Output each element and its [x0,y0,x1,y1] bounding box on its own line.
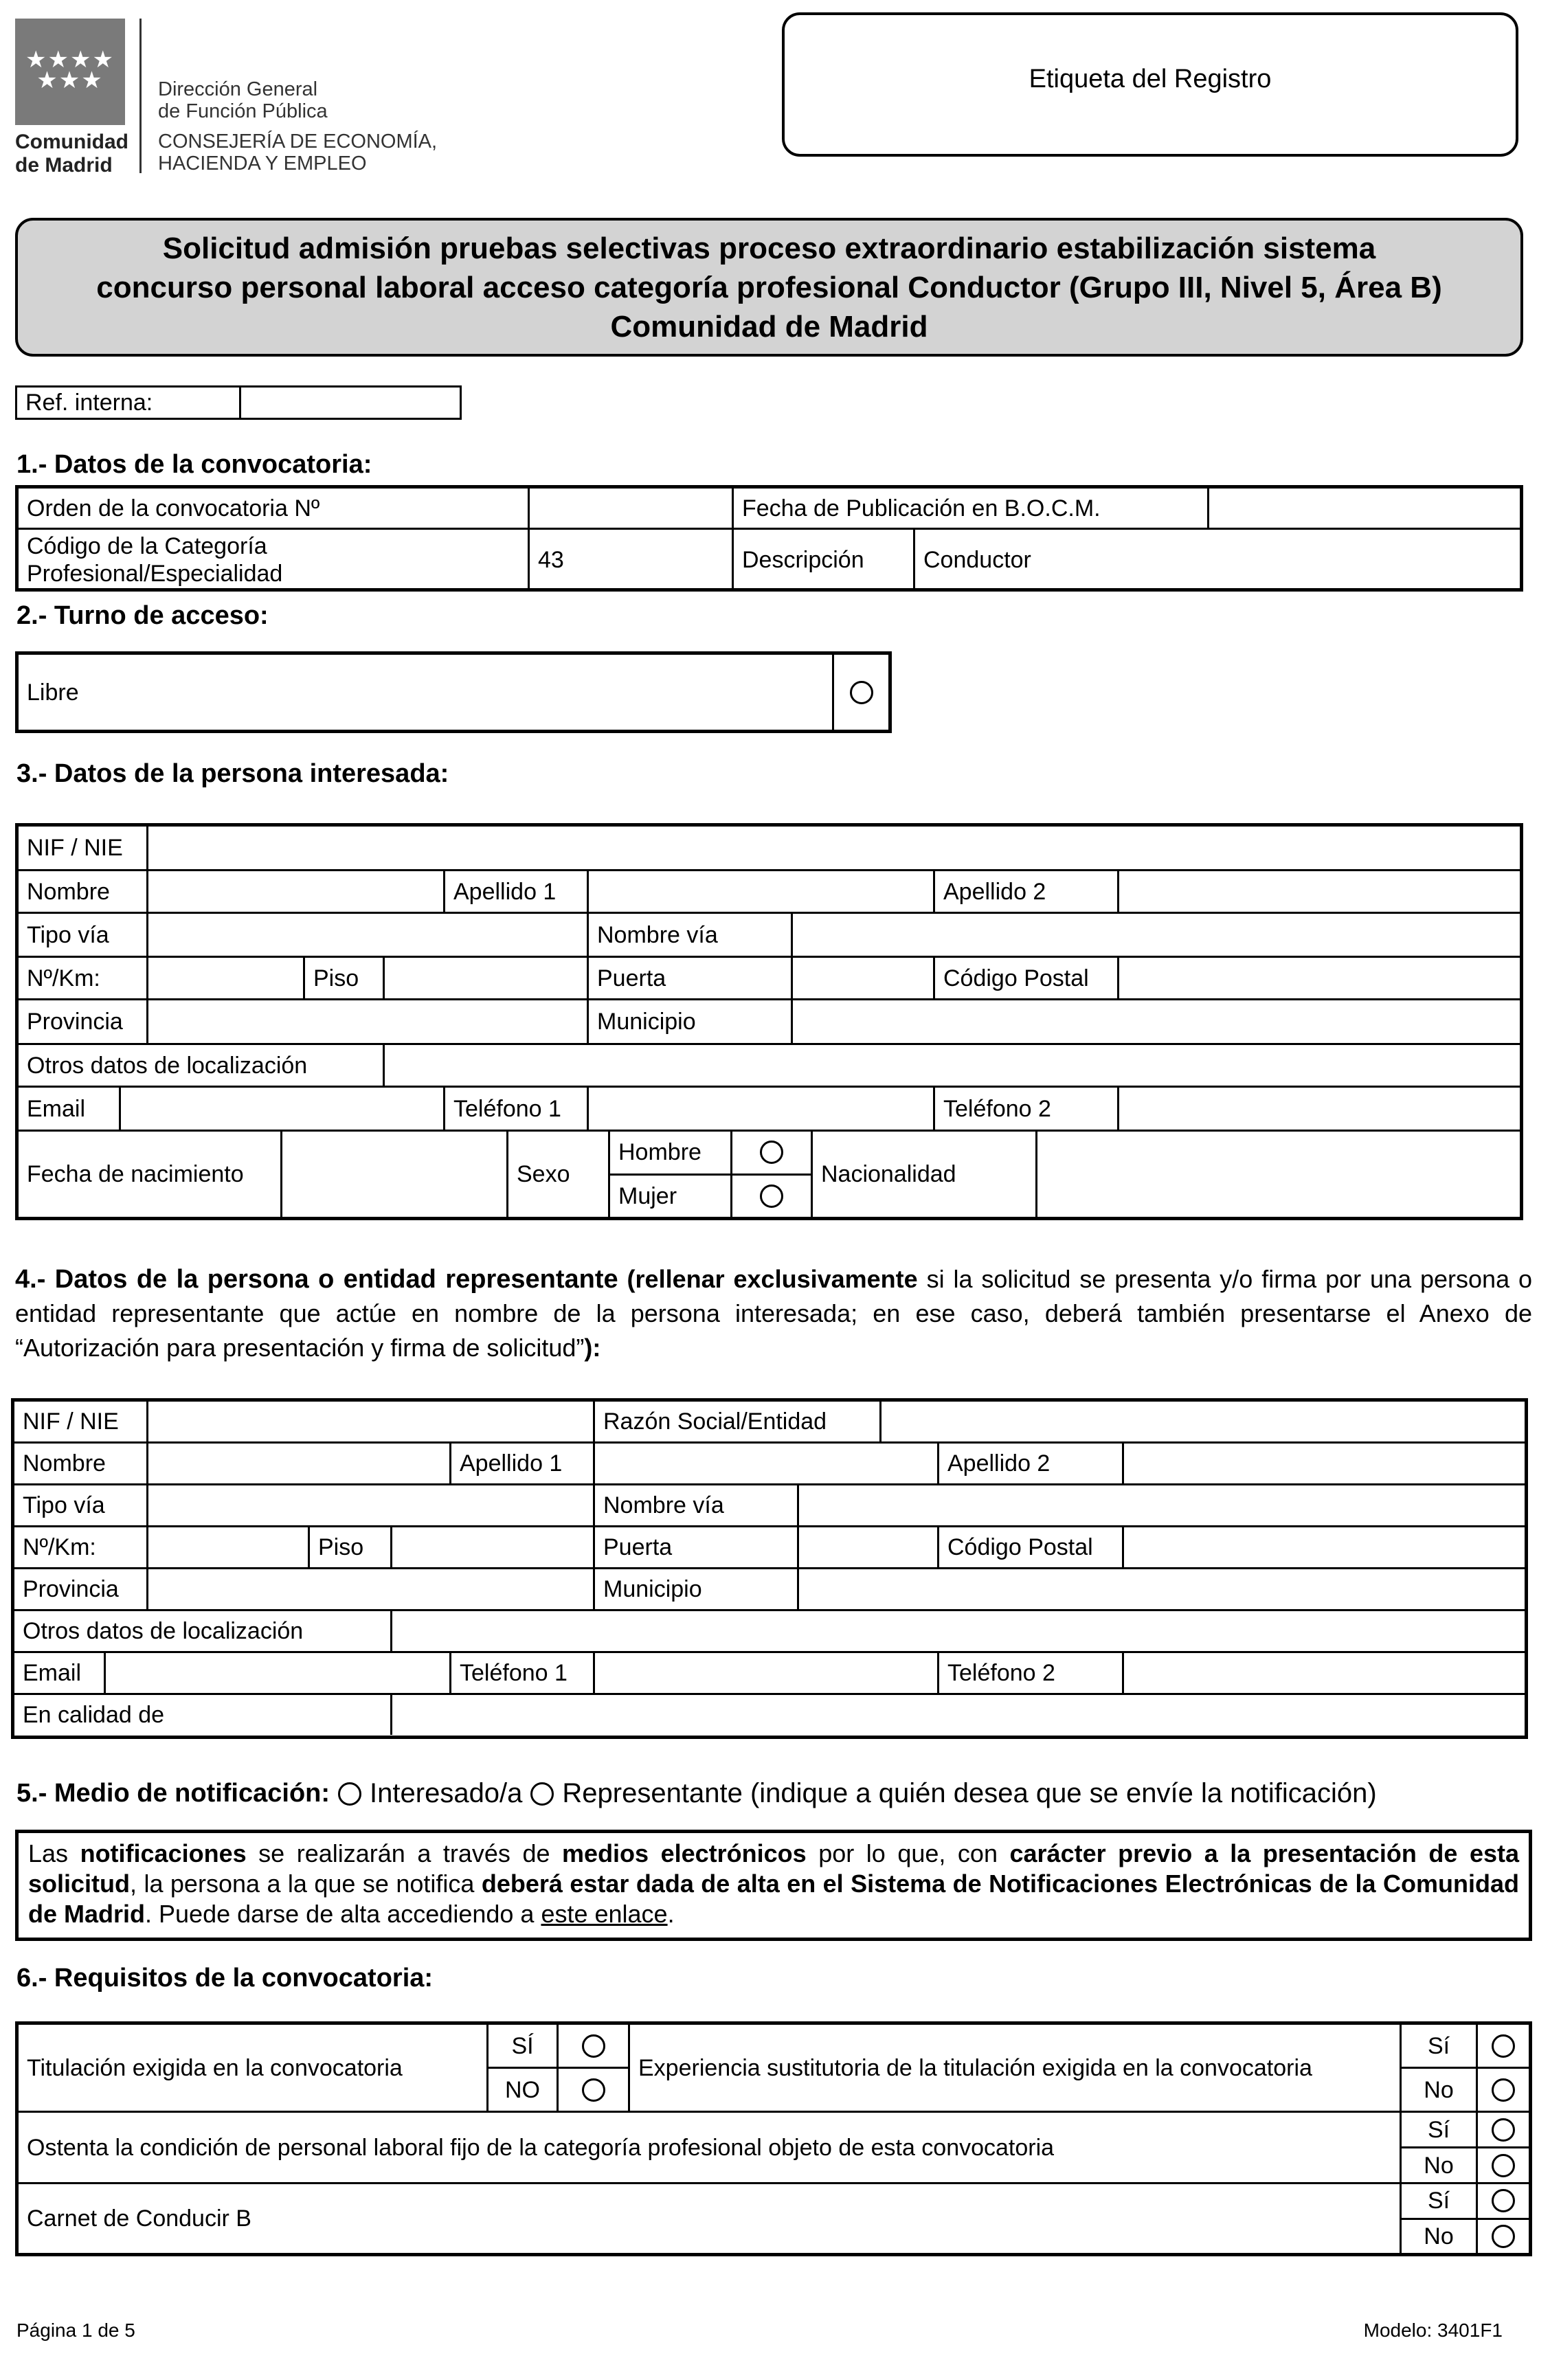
rep-apellido1-input[interactable] [595,1444,939,1483]
rep-piso-input[interactable] [392,1527,595,1567]
section-3-heading: 3.- Datos de la persona interesada: [16,759,449,788]
experiencia-si-radio[interactable] [1478,2025,1529,2067]
notification-notice: Las notificaciones se realizarán a través de medios electrónicos por lo que, con carácter previo a la presentación de esta solicitud, la persona a la que se notifica deberá estar dada de alta en el Sistema de Notificaciones Electrónicas de la Comunidad de Madrid. Puede darse de alta accediendo a este enlace. [15,1830,1532,1941]
rep-nif-input[interactable] [148,1402,595,1441]
fecha-input[interactable] [1209,489,1520,528]
rep-cp-input[interactable] [1124,1527,1525,1567]
cp-input[interactable] [1119,958,1520,998]
rep-provincia-input[interactable] [148,1569,595,1609]
rep-municipio-input[interactable] [799,1569,1525,1609]
piso-input[interactable] [385,958,589,998]
rep-calidad-input[interactable] [392,1695,1525,1735]
divider [139,19,142,173]
requisitos-table: Titulación exigida en la convocatoria SÍ NO Experiencia sustitutoria de la titulación exigida en la convocatoria Sí No Ostenta la condición de personal laboral fijo de la categoría profesional objeto de esta convocatoria Sí No Carnet de Conducir B Sí No [15,2021,1532,2256]
rep-tipo-via-input[interactable] [148,1485,595,1525]
consejeria-name: CONSEJERÍA DE ECONOMÍA, HACIENDA Y EMPLEO [158,131,438,175]
rep-puerta-input[interactable] [799,1527,939,1567]
section-1-heading: 1.- Datos de la convocatoria: [16,450,372,479]
convocatoria-table: Orden de la convocatoria Nº Fecha de Publicación en B.O.C.M. Código de la Categoría Profesional/Especialidad 43 Descripción Conductor [15,485,1523,592]
page-number: Página 1 de 5 [16,2320,135,2341]
ostenta-no-radio[interactable] [1478,2148,1529,2182]
logo-emblem: ★★★★ ★★★ [15,19,125,125]
interesado-radio[interactable] [338,1782,361,1806]
titulacion-si-radio[interactable] [559,2025,628,2067]
email-input[interactable] [121,1088,445,1130]
ref-interna-input[interactable] [241,388,460,418]
rep-email-input[interactable] [106,1653,451,1693]
section-5: 5.- Medio de notificación: Interesado/a Representante (indique a quién desea que se envíe la notificación) [16,1778,1377,1808]
nombre-via-input[interactable] [793,914,1520,956]
telefono1-input[interactable] [589,1088,935,1130]
apellido1-input[interactable] [589,871,935,912]
libre-radio[interactable] [834,655,888,730]
turno-table: Libre [15,651,892,733]
representante-table: NIF / NIE Razón Social/Entidad Nombre Apellido 1 Apellido 2 Tipo vía Nombre vía Nº/Km: Piso Puerta Código Postal Provincia Municipio Otros datos de localización Email Teléfono 1 Teléfono 2 En calidad de [11,1398,1528,1739]
razon-input[interactable] [881,1402,1525,1441]
rep-num-input[interactable] [148,1527,310,1567]
rep-nombre-via-input[interactable] [799,1485,1525,1525]
telefono2-input[interactable] [1119,1088,1520,1130]
representante-radio[interactable] [530,1782,554,1806]
rep-otros-input[interactable] [392,1611,1525,1651]
nif-input[interactable] [148,827,1520,869]
ostenta-si-radio[interactable] [1478,2113,1529,2146]
titulacion-no-radio[interactable] [559,2069,628,2111]
ref-interna: Ref. interna: [15,385,462,420]
descripcion-value[interactable]: Conductor [923,546,1031,573]
rep-telefono1-input[interactable] [595,1653,939,1693]
registro-box: Etiqueta del Registro [782,12,1518,157]
nombre-input[interactable] [148,871,445,912]
logo-text: Comunidad de Madrid [15,131,128,177]
municipio-input[interactable] [793,1000,1520,1043]
alta-link[interactable]: este enlace [541,1900,668,1928]
fecha-nac-input[interactable] [282,1132,508,1217]
codigo-value[interactable]: 43 [530,530,734,590]
apellido2-input[interactable] [1119,871,1520,912]
department-name: Dirección General de Función Pública [158,78,328,122]
puerta-input[interactable] [793,958,935,998]
rep-nombre-input[interactable] [148,1444,451,1483]
modelo-code: Modelo: 3401F1 [1363,2320,1503,2341]
interesada-table: NIF / NIE Nombre Apellido 1 Apellido 2 Tipo vía Nombre vía Nº/Km: Piso Puerta Código Postal Provincia Municipio Otros datos de localización Email Teléfono 1 Teléfono 2 Fecha de nacimiento Sexo Hombre Mujer Nacionalidad [15,823,1523,1220]
nacionalidad-input[interactable] [1037,1132,1520,1217]
section-4-heading: 4.- Datos de la persona o entidad representante (rellenar exclusivamente si la solicitud se presenta y/o firma por una persona o entidad representante que actúe en nombre de la persona interesada; en ese caso, deberá también presentarse el Anexo de “Autorización para presentación y firma de solicitud”): [15,1265,1533,1362]
section-2-heading: 2.- Turno de acceso: [16,601,269,630]
otros-input[interactable] [385,1045,1520,1086]
rep-apellido2-input[interactable] [1124,1444,1525,1483]
num-input[interactable] [148,958,305,998]
rep-telefono2-input[interactable] [1124,1653,1525,1693]
experiencia-no-radio[interactable] [1478,2069,1529,2111]
mujer-radio[interactable] [732,1176,811,1217]
orden-input[interactable] [530,489,734,528]
tipo-via-input[interactable] [148,914,589,956]
carnet-si-radio[interactable] [1478,2184,1529,2218]
form-title: Solicitud admisión pruebas selectivas proceso extraordinario estabilización sistema concurso personal laboral acceso categoría profesional Conductor (Grupo III, Nivel 5, Área B) Comunidad de Madrid [15,218,1523,357]
section-6-heading: 6.- Requisitos de la convocatoria: [16,1964,434,1992]
provincia-input[interactable] [148,1000,589,1043]
carnet-no-radio[interactable] [1478,2220,1529,2254]
hombre-radio[interactable] [732,1132,811,1174]
